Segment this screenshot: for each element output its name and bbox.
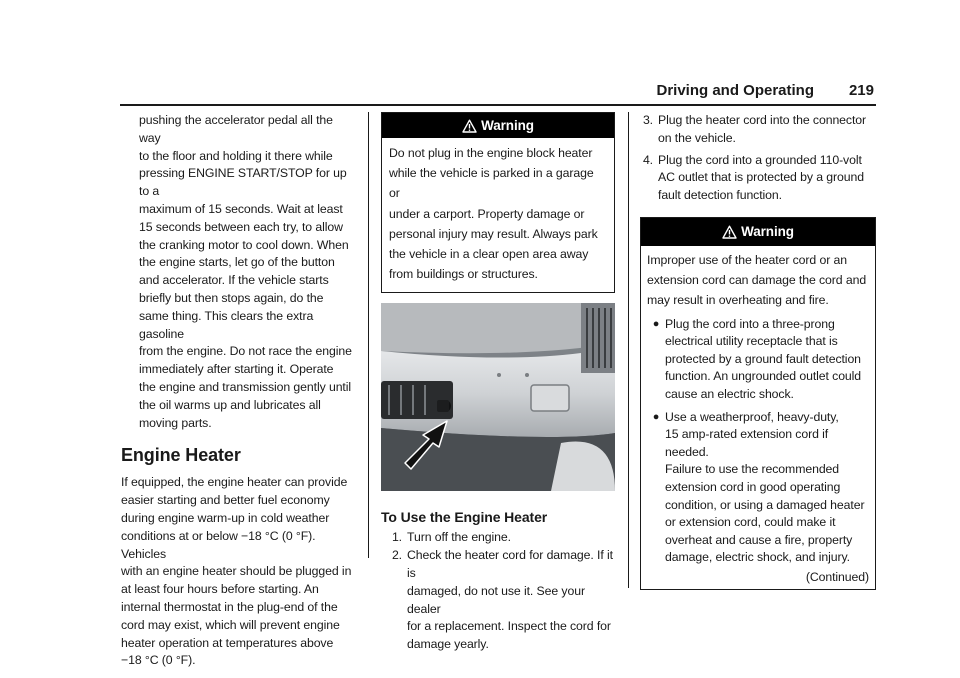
text-line: while the vehicle is parked in a garage or [389, 166, 594, 201]
text-line: heater operation at temperatures above [121, 635, 334, 650]
text-line: −18 °C (0 °F). [121, 653, 196, 668]
warning-label: Warning [741, 224, 794, 240]
text-line: Plug the heater cord into the connector [658, 113, 867, 127]
text-line: the cranking motor to cool down. When [139, 237, 349, 252]
bullet-text [665, 409, 869, 567]
text-line: personal injury may result. Always park [389, 226, 598, 241]
list-item [381, 547, 615, 654]
text-line: or extension cord, could make it [665, 515, 836, 530]
text-line: overheat and cause a fire, property [665, 532, 853, 547]
warning-label: Warning [481, 117, 534, 133]
text-line: for a replacement. Inspect the cord for [407, 619, 611, 634]
text-line: the engine and transmission gently until [139, 379, 352, 394]
column-divider-right [628, 112, 629, 588]
sub-heading: To Use the Engine Heater [381, 509, 548, 526]
text-line: the engine starts, let go of the button [139, 255, 335, 270]
column-1 [121, 112, 357, 670]
warning-icon [462, 119, 477, 133]
text-line: function. An ungrounded outlet could [665, 369, 862, 384]
warning-bullets [647, 316, 869, 567]
text-line: at least four hours before starting. An [121, 582, 319, 597]
text-line: Use a weatherproof, heavy-duty, [665, 409, 839, 424]
list-item [640, 152, 876, 205]
text-line: same thing. This clears the extra gasoline [139, 308, 314, 341]
text-line: internal thermostat in the plug-end of the [121, 599, 338, 614]
warning-icon [722, 225, 737, 239]
bullet-text [665, 316, 869, 404]
text-line: to the floor and holding it there while [139, 148, 333, 163]
text-line: damage, electric shock, and injury. [665, 550, 850, 565]
text-line: Plug the cord into a three-prong [665, 316, 835, 331]
intro-paragraph [121, 474, 357, 670]
section-heading: Engine Heater [121, 445, 241, 466]
text-line: may result in overheating and fire. [647, 293, 829, 308]
warning-text [641, 246, 875, 589]
text-line: cause an electric shock. [665, 386, 794, 401]
text-line: extension cord can damage the cord and [647, 273, 867, 288]
text-line: fault detection function. [658, 188, 782, 203]
step-text [407, 529, 615, 547]
text-line: and accelerator. If the vehicle starts [139, 273, 329, 288]
text-line: Failure to use the recommended [665, 462, 840, 477]
step-text [407, 547, 615, 654]
text-line: Improper use of the heater cord or an [647, 252, 847, 267]
warning-header [641, 218, 875, 246]
text-line: Plug the cord into a grounded 110-volt [658, 152, 862, 167]
continued-label: (Continued) [805, 569, 869, 584]
text-line: damage yearly. [407, 637, 489, 652]
text-line: AC outlet that is protected by a ground [658, 170, 864, 185]
text-line: briefly but then stops again, do the [139, 290, 324, 305]
page-number: 219 [848, 82, 874, 99]
column-3 [640, 112, 876, 590]
text-line: maximum of 15 seconds. Wait at least [139, 201, 343, 216]
warning-header [382, 113, 614, 138]
text-line: damaged, do not use it. See your dealer [407, 583, 585, 616]
text-line: immediately after starting it. Operate [139, 362, 334, 377]
text-line: from buildings or structures. [389, 267, 538, 282]
bullet-icon: ● [652, 317, 660, 330]
text-line: Do not plug in the engine block heater [389, 146, 593, 160]
text-line: 15 amp-rated extension cord if needed. [665, 427, 829, 459]
steps-list [381, 529, 615, 654]
engine-heater-connector-photo [381, 303, 615, 491]
warning-box [640, 217, 876, 590]
step-number: 4. [642, 152, 653, 167]
text-line: 15 seconds between each try, to allow [139, 219, 343, 234]
warning-text [382, 138, 614, 292]
text-line: protected by a ground fault detection [665, 351, 861, 366]
page-header [120, 82, 876, 104]
text-line: cord may exist, which will prevent engine [121, 617, 340, 632]
step-number: 2. [391, 548, 402, 563]
bullet-icon: ● [652, 410, 660, 423]
text-line: under a carport. Property damage or [389, 206, 585, 221]
column-2 [381, 112, 615, 654]
text-line: on the vehicle. [658, 130, 736, 145]
text-line: moving parts. [139, 415, 212, 430]
text-line: electrical utility receptacle that is [665, 334, 838, 349]
text-line: with an engine heater should be plugged in [121, 564, 352, 579]
header-rule [120, 104, 876, 106]
text-line: pressing ENGINE START/STOP for up to a [139, 166, 347, 199]
list-item [381, 529, 615, 547]
step-text [658, 112, 876, 148]
text-line: from the engine. Do not race the engine [139, 344, 352, 359]
text-line: Check the heater cord for damage. If it is [407, 548, 613, 581]
step-number: 3. [642, 113, 653, 127]
text-line: pushing the accelerator pedal all the way [139, 113, 333, 145]
steps-list [640, 112, 876, 205]
text-line: the vehicle in a clear open area away [389, 247, 589, 262]
text-line: conditions at or below −18 °C (0 °F). Vehicles [121, 528, 316, 561]
continuation-paragraph [121, 112, 357, 432]
text-line: the oil warms up and lubricates all [139, 397, 321, 412]
list-item [640, 112, 876, 148]
text-line: Turn off the engine. [407, 530, 511, 545]
column-divider-left [368, 112, 369, 558]
text-line: extension cord in good operating [665, 479, 841, 494]
step-text [658, 152, 876, 205]
text-line: during engine warm-up in cold weather [121, 510, 330, 525]
warning-box [381, 112, 615, 293]
text-line: easier starting and better fuel economy [121, 493, 330, 508]
text-line: If equipped, the engine heater can provide [121, 475, 348, 490]
step-number: 1. [391, 530, 402, 545]
list-item [647, 316, 869, 404]
text-line: condition, or using a damaged heater [665, 497, 865, 512]
list-item [647, 409, 869, 567]
header-title: Driving and Operating [656, 82, 814, 99]
